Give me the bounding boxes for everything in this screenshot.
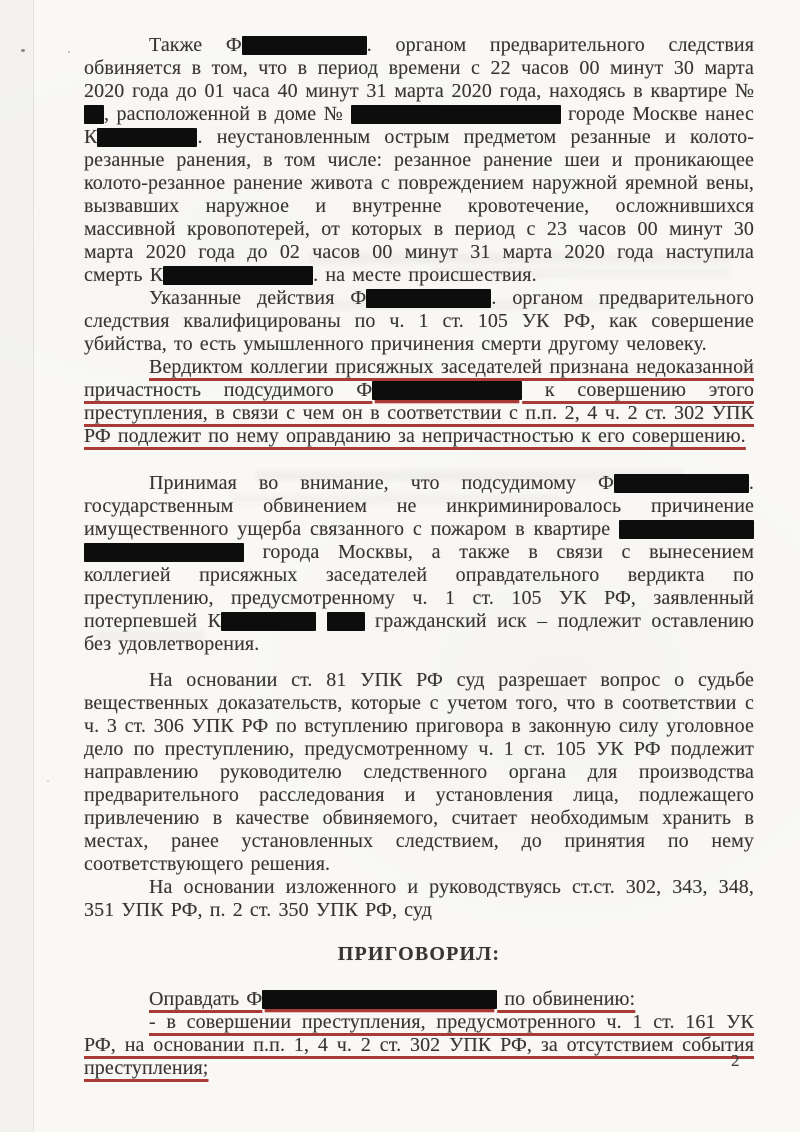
scan-speck: [68, 51, 70, 53]
accusation-description-paragraph: Также Ф . органом предварительного следствия обвиняется в том, что в период времени с 22 часов 00 минут 30 марта 2020 года до 01 часа 40 минут 31 марта 2020 года, находясь в квартире № , расположенной в доме № городе Москве нанес К . неустановленным острым предметом резанные и колото-резанные ранения, в том числе: резанное ранение шеи и проникающее колото-резанное ранение живота с повреждением наружной яремной вены, вызвавших наружное и внутренне кровотечение, осложнившихся массивной кровопотерей, от которых в период с 23 часов 00 минут 30 марта 2020 года до 02 часов 00 минут 31 марта 2020 года наступила смерть К . на месте происшествия.: [84, 34, 754, 286]
redaction-bar: [84, 105, 104, 124]
acquittal-paragraph: Оправдать Ф по обвинению:: [149, 988, 636, 1010]
redaction-bar: [619, 520, 754, 539]
redaction-bar: [221, 612, 316, 631]
redaction-bar: [97, 128, 197, 147]
civil-claim-paragraph: Принимая во внимание, что подсудимому Ф . государственным обвинением не инкриминировалось причинение имущественного ущерба связанного с пожаром в квартире города Москвы, а также в связи с вынесением коллегией присяжных заседателей оправдательного вердикта по преступлению, предусмотренному ч. 1 ст. 105 УК РФ, заявленный потерпевшей К гражданский иск – подлежит оставлению без удовлетворения.: [84, 472, 755, 655]
page-number: 2: [731, 1051, 740, 1070]
acquittal-grounds-paragraph: - в совершении преступления, предусмотренного ч. 1 ст. 161 УК РФ, на основании п.п. 1, 4 ч. 2 ст. 302 УПК РФ, за отсутствием события преступления;: [84, 1011, 754, 1079]
redaction-bar: [242, 36, 367, 55]
scan-speck: [21, 49, 25, 52]
material-evidence-paragraph: На основании ст. 81 УПК РФ суд разрешает вопрос о судьбе вещественных доказательств, которые с учетом того, что в соответствии с ч. 3 ст. 306 УПК РФ по вступлению приговора в законную силу уголовное дело по преступлению, предусмотренному ч. 1 ст. 105 УК РФ подлежит направлению руководителю следственного органа для производства предварительного расследования и установления лица, подлежащего привлечению в качестве обвиняемого, считает необходимым хранить в местах, ранее установленных следствием, до принятия по нему соответствующего решения.: [84, 669, 754, 875]
redaction-bar: [84, 543, 244, 562]
scan-edge-shade: [0, 0, 33, 1132]
redaction-bar: [327, 612, 365, 631]
redaction-bar: [163, 266, 313, 285]
redaction-bar: [366, 289, 491, 308]
scan-edge-line: [33, 0, 34, 1132]
redaction-bar: [262, 990, 497, 1009]
legal-basis-paragraph: На основании изложенного и руководствуясь ст.ст. 302, 343, 348, 351 УПК РФ, п. 2 ст. 350 УПК РФ, суд: [84, 876, 754, 921]
redaction-bar: [351, 105, 561, 124]
qualification-paragraph: Указанные действия Ф . органом предварительного следствия квалифицированы по ч. 1 ст. 105 УК РФ, как совершение убийства, то есть умышленного причинения смерти другому человеку.: [84, 287, 754, 355]
redaction-bar: [372, 381, 522, 400]
scan-speck: [47, 780, 49, 782]
redaction-bar: [614, 474, 749, 493]
jury-verdict-paragraph: Вердиктом коллегии присяжных заседателей признана недоказанной причастность подсудимого Ф к совершению этого преступления, в связи с чем он в соответствии с п.п. 2, 4 ч. 2 ст. 302 УПК РФ подлежит по нему оправданию за непричастностью к его совершению.: [84, 356, 754, 447]
verdict-heading: ПРИГОВОРИЛ:: [337, 943, 501, 965]
document-body: [84, 34, 754, 1080]
